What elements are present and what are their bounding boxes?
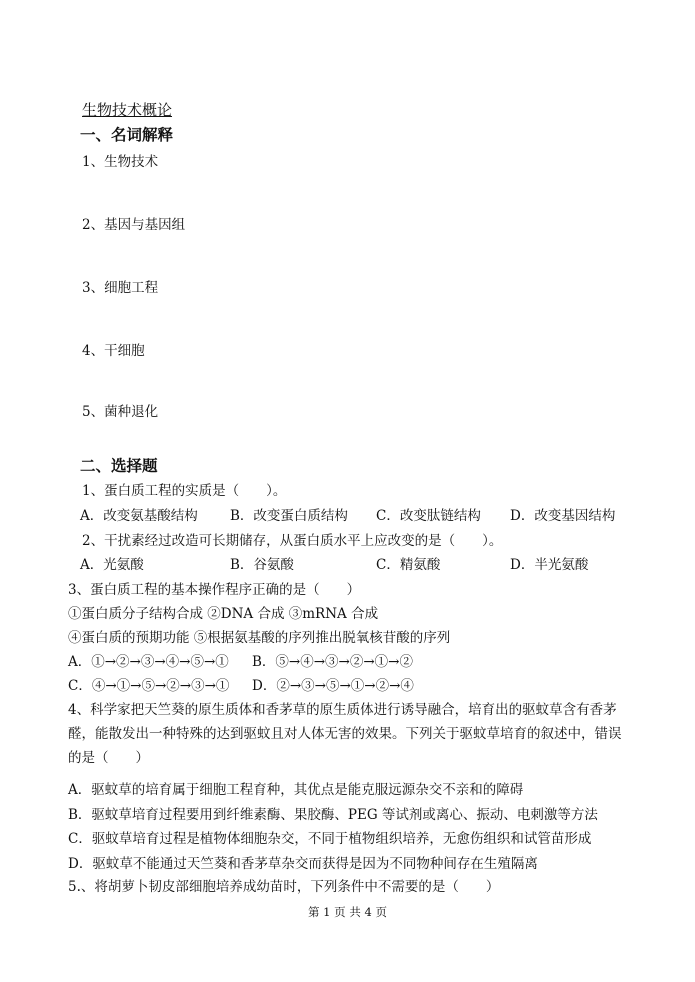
q2-stem: 2、干扰素经过改造可长期储存，从蛋白质水平上应改变的是（ ）。 (82, 533, 503, 549)
q4-stem-line: 醛，能散发出一种特殊的达到驱蚊且对人体无害的效果。下列关于驱蚊草培育的叙述中，错误 (68, 726, 622, 742)
q4-stem-line: 的是（ ） (68, 750, 149, 766)
q4-option-c: C．驱蚊草培育过程是植物体细胞杂交，不同于植物组织培养，无愈伤组织和试管苗形成 (68, 831, 592, 847)
option-c: C．④→①→⑤→②→③→① (68, 678, 230, 694)
option-b: B．改变蛋白质结构 (230, 508, 348, 524)
term-item: 2、基因与基因组 (82, 217, 186, 233)
option-b: B．⑤→④→③→②→①→② (252, 654, 413, 670)
term-item: 4、干细胞 (82, 343, 145, 359)
q3-stem: 3、蛋白质工程的基本操作程序正确的是（ ） (68, 582, 361, 598)
q4-option-d: D．驱蚊草不能通过天竺葵和香茅草杂交而获得是因为不同物种间存在生殖隔离 (68, 856, 538, 872)
option-b: B．谷氨酸 (230, 557, 294, 573)
document-title: 生物技术概论 (82, 101, 173, 119)
option-d: D．半光氨酸 (510, 557, 589, 573)
q5-stem: 5.、将胡萝卜韧皮部细胞培养成幼苗时，下列条件中不需要的是（ ） (68, 879, 500, 895)
q4-option-a: A．驱蚊草的培育属于细胞工程育种，其优点是能克服远源杂交不亲和的障碍 (68, 782, 524, 798)
section1-heading: 一、名词解释 (80, 126, 174, 144)
term-item: 3、细胞工程 (82, 280, 159, 296)
term-item: 1、生物技术 (82, 154, 159, 170)
q1-stem: 1、蛋白质工程的实质是（ ）。 (82, 483, 287, 499)
q4-option-b: B．驱蚊草培育过程要用到纤维素酶、果胶酶、PEG 等试剂或离心、振动、电刺激等方法 (68, 807, 598, 823)
option-d: D．改变基因结构 (510, 508, 616, 524)
option-c: C．改变肽链结构 (376, 508, 481, 524)
option-a: A．改变氨基酸结构 (80, 508, 198, 524)
q3-line2: ④蛋白质的预期功能 ⑤根据氨基酸的序列推出脱氧核苷酸的序列 (68, 630, 451, 646)
q4-stem-line: 4、科学家把天竺葵的原生质体和香茅草的原生质体进行诱导融合，培育出的驱蚊草含有香茅 (68, 702, 617, 718)
term-item: 5、菌种退化 (82, 404, 159, 420)
option-d: D．②→③→⑤→①→②→④ (252, 678, 414, 694)
section2-heading: 二、选择题 (80, 457, 158, 475)
option-c: C．精氨酸 (376, 557, 441, 573)
option-a: A．光氨酸 (80, 557, 144, 573)
q3-line1: ①蛋白质分子结构合成 ②DNA 合成 ③mRNA 合成 (68, 606, 379, 622)
option-a: A．①→②→③→④→⑤→① (68, 654, 229, 670)
page-footer: 第 1 页 共 4 页 (308, 905, 387, 919)
